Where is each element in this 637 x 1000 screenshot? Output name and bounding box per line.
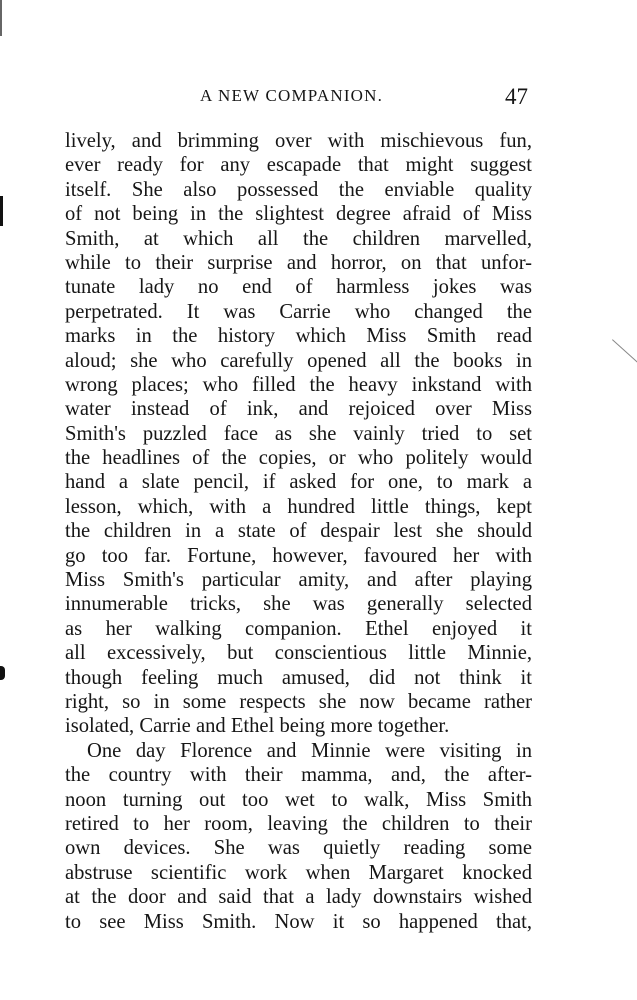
text-line: at the door and said that a lady downstairs wished [65,886,532,909]
text-line: lesson, which, with a hundred little things, kept [65,495,532,518]
text-line: as her walking companion. Ethel enjoyed it [65,617,532,640]
body-text [65,129,532,934]
text-line: hand a slate pencil, if asked for one, to mark a [65,471,532,494]
text-line: go too far. Fortune, however, favoured her with [65,544,532,567]
running-title: A NEW COMPANION. [200,86,384,105]
text-line: Miss Smith's particular amity, and after playing [65,569,532,592]
page-number: 47 [505,84,528,109]
text-line: of not being in the slightest degree afraid of Miss [65,203,532,226]
margin-mark [612,339,637,372]
paragraph-end-line: isolated, Carrie and Ethel being more together. [65,715,450,738]
text-line: while to their surprise and horror, on that unfor- [65,251,532,274]
text-line: right, so in some respects she now became rather [65,690,532,713]
margin-mark [0,196,3,226]
text-line: all excessively, but conscientious little Minnie, [65,642,532,665]
text-line: innumerable tricks, she was generally selected [65,593,532,616]
text-line: the headlines of the copies, or who politely would [65,447,532,470]
text-line: wrong places; who filled the heavy inkstand with [65,373,532,396]
text-line: the children in a state of despair lest she should [65,520,532,543]
text-line: marks in the history which Miss Smith read [65,325,532,348]
text-line: perpetrated. It was Carrie who changed the [65,300,532,323]
text-line: retired to her room, leaving the children to their [65,812,532,835]
text-line: noon turning out too wet to walk, Miss Smith [65,788,532,811]
margin-mark [0,666,5,680]
text-line: Smith, at which all the children marvelled, [65,227,532,250]
text-line: abstruse scientific work when Margaret knocked [65,861,532,884]
text-line: ever ready for any escapade that might suggest [65,154,532,177]
text-line: water instead of ink, and rejoiced over Miss [65,398,532,421]
text-line: aloud; she who carefully opened all the books in [65,349,532,372]
text-line: own devices. She was quietly reading some [65,837,532,860]
text-line: tunate lady no end of harmless jokes was [65,276,532,299]
text-line: lively, and brimming over with mischievous fun, [65,130,532,152]
text-line: though feeling much amused, did not think it [65,666,532,689]
text-line: Smith's puzzled face as she vainly tried to set [65,422,532,445]
text-line: itself. She also possessed the enviable quality [65,178,532,201]
text-line: the country with their mamma, and, the after- [65,764,532,787]
paragraph-start-line: One day Florence and Minnie were visiting in [87,739,532,762]
page-edge-mark [0,0,2,36]
text-line: to see Miss Smith. Now it so happened that, [65,910,532,933]
